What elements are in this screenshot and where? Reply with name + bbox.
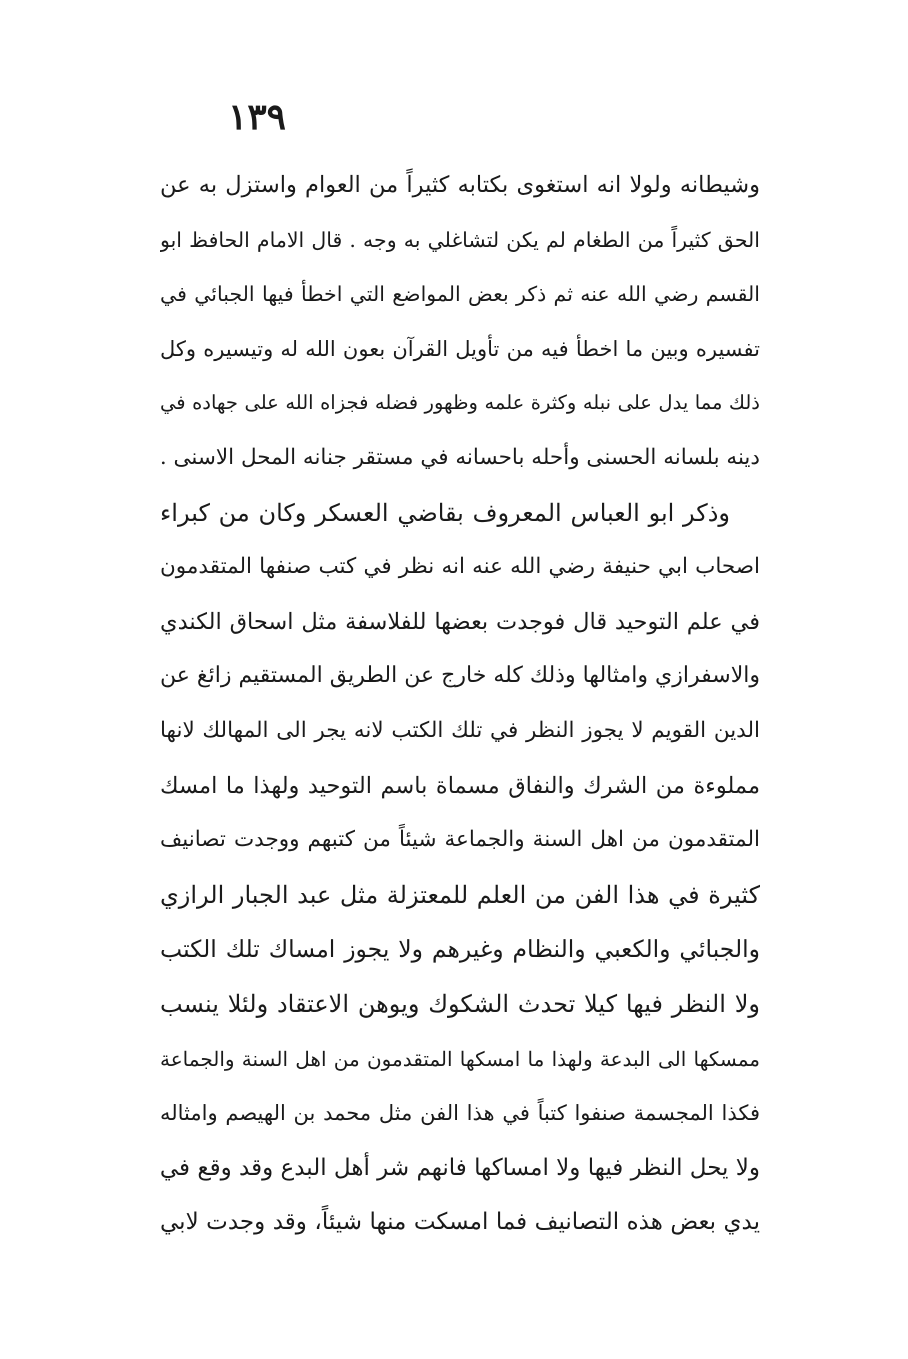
text-line-11: الدين القويم لا يجوز النظر في تلك الكتب لانه يجر الى المهالك لانها xyxy=(160,717,760,743)
text-line-4: تفسيره وبين ما اخطأ فيه من تأويل القرآن بعون الله له وتيسيره وكل xyxy=(160,336,760,361)
text-line-2: الحق كثيراً من الطغام لم يكن لتشاغلي به وجه . قال الامام الحافظ ابو xyxy=(160,227,760,252)
text-line-8: اصحاب ابي حنيفة رضي الله عنه انه نظر في كتب صنفها المتقدمون xyxy=(160,554,760,580)
text-line-7: وذكر ابو العباس المعروف بقاضي العسكر وكان من كبراء xyxy=(160,498,730,527)
text-line-18: فكذا المجسمة صنفوا كتباً في هذا الفن مثل محمد بن الهيصم وامثاله xyxy=(160,1101,760,1126)
text-line-10: والاسفرازي وامثالها وذلك كله خارج عن الطريق المستقيم زائغ عن xyxy=(160,663,760,689)
page-number: ١٣٩ xyxy=(227,96,286,138)
text-line-14: كثيرة في هذا الفن من العلم للمعتزلة مثل عبد الجبار الرازي xyxy=(160,880,760,909)
text-line-20: يدي بعض هذه التصانيف فما امسكت منها شيئاً، وقد وجدت لابي xyxy=(160,1209,760,1236)
text-line-12: مملوءة من الشرك والنفاق مسماة باسم التوحيد ولهذا ما امسك xyxy=(160,772,760,799)
text-line-15: والجبائي والكعبي والنظام وغيرهم ولا يجوز امساك تلك الكتب xyxy=(160,935,760,964)
text-line-3: القسم رضي الله عنه ثم ذكر بعض المواضع التي اخطأ فيها الجبائي في xyxy=(160,282,760,307)
text-line-9: في علم التوحيد قال فوجدت بعضها للفلاسفة مثل اسحاق الكندي xyxy=(160,608,760,635)
text-line-19: ولا يحل النظر فيها ولا امساكها فانهم شر أهل البدع وقد وقع في xyxy=(160,1154,760,1181)
text-line-16: ولا النظر فيها كيلا تحدث الشكوك ويوهن الاعتقاد ولئلا ينسب xyxy=(160,989,760,1018)
text-line-6: دينه بلسانه الحسنى وأحله باحسانه في مستقر جنانه المحل الاسنى . xyxy=(160,444,760,470)
text-line-13: المتقدمون من اهل السنة والجماعة شيئاً من كتبهم ووجدت تصانيف xyxy=(160,827,760,853)
text-line-1: وشيطانه ولولا انه استغوى بكتابه كثيراً من العوام واستزل به عن xyxy=(160,172,760,198)
body-text xyxy=(160,158,760,1250)
text-line-5: ذلك مما يدل على نبله وكثرة علمه وظهور فضله فجزاه الله على جهاده في xyxy=(160,391,760,415)
text-line-17: ممسكها الى البدعة ولهذا ما امسكها المتقدمون من اهل السنة والجماعة xyxy=(160,1046,760,1071)
